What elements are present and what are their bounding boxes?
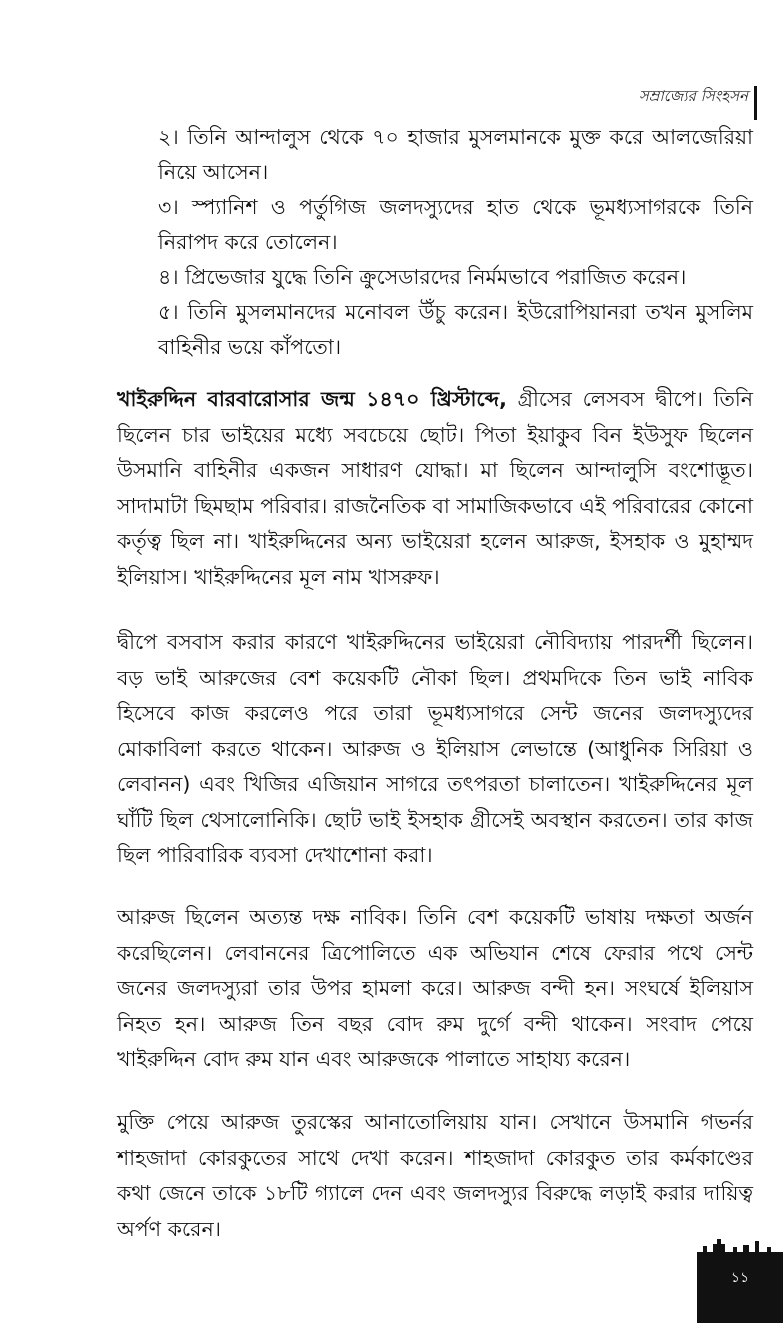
list-item: ৫। তিনি মুসলমানদের মনোবল উঁচু করেন। ইউরোপিয়ানরা তখন মুসলিম বাহিনীর ভয়ে কাঁপতো। — [158, 300, 753, 359]
running-header-title: সম্রাজ্যের সিংহসন — [638, 87, 748, 105]
running-header — [639, 82, 757, 122]
paragraph-aruj: আরুজ ছিলেন অত্যন্ত দক্ষ নাবিক। তিনি বেশ কয়েকটি ভাষায় দক্ষতা অর্জন করেছিলেন। লেবাননের ত্রিপোলিতে এক অভিযান শেষে ফেরার পথে সেন্ট জনের জলদস্যুরা তার উপর হামলা করে। আরুজ বন্দী হন। সংঘর্ষে ইলিয়াস নিহত হন। আরুজ তিন বছর বোদ রুম দুর্গে বন্দী থাকেন। সংবাদ পেয়ে খাইরুদ্দিন বোদ রুম যান এবং আরুজকে পালাতে সাহায্য করেন। — [117, 905, 753, 1071]
page-number: ১১ — [730, 1270, 750, 1286]
paragraph-lead-bold: খাইরুদ্দিন বারবারোসার জন্ম ১৪৭০ খ্রিস্টাব্দে, — [117, 387, 507, 411]
list-item: ৪। প্রিভেজার যুদ্ধে তিনি ক্রুসেডারদের নির্মমভাবে পরাজিত করেন। — [158, 265, 687, 289]
list-item: ২। তিনি আন্দালুস থেকে ৭০ হাজার মুসলমানকে মুক্ত করে আলজেরিয়া নিয়ে আসেন। — [158, 125, 753, 184]
paragraph-text: গ্রীসের লেসবস দ্বীপে। তিনি ছিলেন চার ভাইয়ের মধ্যে সবচেয়ে ছোট। পিতা ইয়াকুব বিন ইউসুফ ছিলেন উসমানি বাহিনীর একজন সাধারণ যোদ্ধা। মা ছিলেন আন্দালুসি বংশোদ্ভূত। সাদামাটা ছিমছাম পরিবার। রাজনৈতিক বা সামাজিকভাবে এই পরিবারের কোনো কর্তৃত্ব ছিল না। খাইরুদ্দিনের অন্য ভাইয়েরা হলেন আরুজ, ইসহাক ও মুহাম্মদ ইলিয়াস। খাইরুদ্দিনের মূল নাম খাসরুফ। — [117, 387, 753, 589]
header-rule — [754, 86, 757, 120]
list-item: ৩। স্প্যানিশ ও পর্তুগিজ জলদস্যুদের হাত থেকে ভূমধ্যসাগরকে তিনি নিরাপদ করে তোলেন। — [158, 195, 753, 254]
page-number-tab — [697, 1238, 783, 1323]
paragraph-release: মুক্তি পেয়ে আরুজ তুরস্কের আনাতোলিয়ায় যান। সেখানে উসমানি গভর্নর শাহজাদা কোরকুতের সাথে দেখা করেন। শাহজাদা কোরকুত তার কর্মকাণ্ডের কথা জেনে তাকে ১৮টি গ্যালে দেন এবং জলদস্যুর বিরুদ্ধে লড়াই করার দায়িত্ব অর্পণ করেন। — [117, 1110, 753, 1241]
paragraph-birth — [117, 382, 753, 595]
achievement-list — [158, 120, 753, 365]
paragraph-brothers: দ্বীপে বসবাস করার কারণে খাইরুদ্দিনের ভাইয়েরা নৌবিদ্যায় পারদর্শী ছিলেন। বড় ভাই আরুজের বেশ কয়েকটি নৌকা ছিল। প্রথমদিকে তিন ভাই নাবিক হিসেবে কাজ করলেও পরে তারা ভূমধ্যসাগরে সেন্ট জনের জলদস্যুদের মোকাবিলা করতে থাকেন। আরুজ ও ইলিয়াস লেভান্তে (আধুনিক সিরিয়া ও লেবানন) এবং খিজির এজিয়ান সাগরে তৎপরতা চালাতেন। খাইরুদ্দিনের মূল ঘাঁটি ছিল থেসালোনিকি। ছোট ভাই ইসহাক গ্রীসেই অবস্থান করতেন। তার কাজ ছিল পারিবারিক ব্যবসা দেখাশোনা করা। — [117, 630, 753, 867]
